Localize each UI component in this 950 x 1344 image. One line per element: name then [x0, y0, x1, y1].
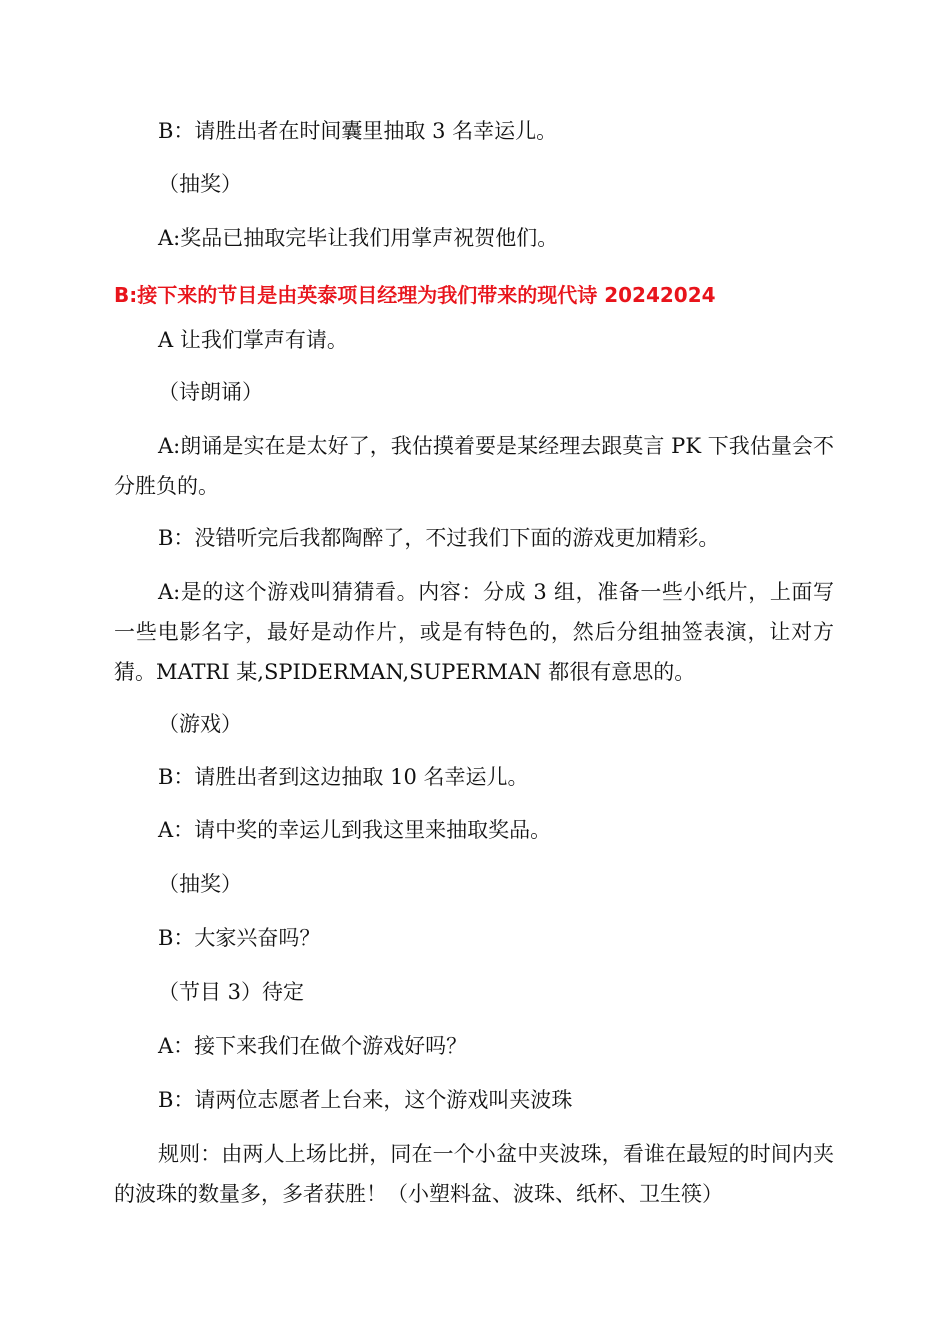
dialogue-a-guessing-game-rules: A:是的这个游戏叫猜猜看。内容：分成 3 组，准备一些小纸片，上面写一些电影名字，最好是动作片，或是有特色的，然后分组抽签表演，让对方猜。MATRI 某,SPIDERMAN,SUPERMAN 都很有意思的。	[114, 580, 834, 684]
stage-direction-poetry-recital: （诗朗诵）	[158, 380, 263, 404]
stage-direction-game: （游戏）	[158, 712, 242, 736]
dialogue-a-recital-praise: A:朗诵是实在是太好了，我估摸着要是某经理去跟莫言 PK 下我估量会不分胜负的。	[114, 434, 834, 498]
dialogue-b-volunteers-bead-game: B：请两位志愿者上台来，这个游戏叫夹波珠	[158, 1088, 573, 1112]
bead-game-rules: 规则：由两人上场比拼，同在一个小盆中夹波珠，看谁在最短的时间内夹的波珠的数量多，多者获胜！（小塑料盆、波珠、纸杯、卫生筷）	[114, 1142, 834, 1206]
stage-direction-lottery-2: （抽奖）	[158, 872, 242, 896]
dialogue-a-applause-please: A 让我们掌声有请。	[158, 328, 348, 352]
program-3-tbd: （节目 3）待定	[158, 980, 305, 1004]
stage-direction-lottery: （抽奖）	[158, 172, 242, 196]
dialogue-b-game-more-exciting: B：没错听完后我都陶醉了，不过我们下面的游戏更加精彩。	[158, 526, 720, 550]
highlighted-program-heading: B:接下来的节目是由英泰项目经理为我们带来的现代诗 20242024	[114, 283, 716, 307]
dialogue-b-excited: B：大家兴奋吗？	[158, 926, 321, 950]
dialogue-b-draw-ten-winners: B：请胜出者到这边抽取 10 名幸运儿。	[158, 765, 529, 789]
dialogue-a-winners-collect-prizes: A：请中奖的幸运儿到我这里来抽取奖品。	[158, 818, 552, 842]
dialogue-a-prizes-drawn: A:奖品已抽取完毕让我们用掌声祝贺他们。	[158, 226, 559, 250]
dialogue-b-draw-three-winners: B：请胜出者在时间囊里抽取 3 名幸运儿。	[158, 119, 558, 143]
dialogue-a-another-game: A：接下来我们在做个游戏好吗？	[158, 1034, 468, 1058]
